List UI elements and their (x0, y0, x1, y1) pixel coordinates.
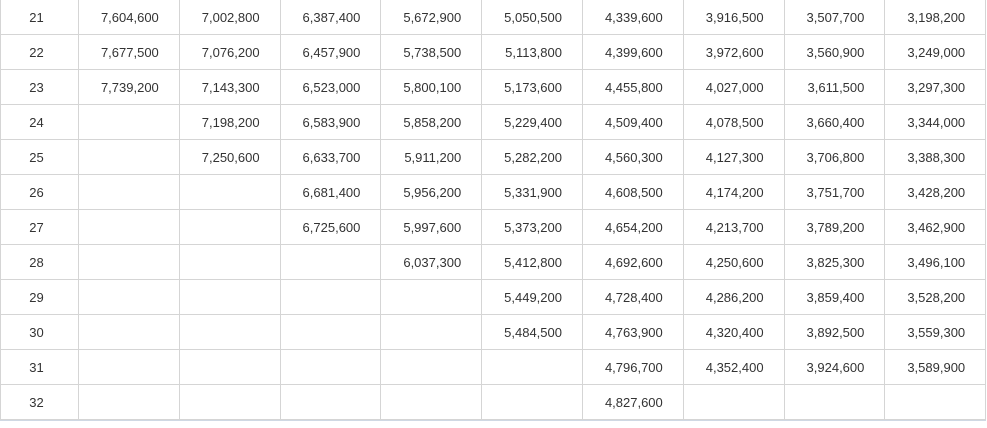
table-cell (179, 350, 280, 385)
table-cell: 7,604,600 (79, 0, 180, 35)
table-cell (79, 245, 180, 280)
table-cell: 4,339,600 (582, 0, 683, 35)
table-cell: 4,796,700 (582, 350, 683, 385)
table-cell: 5,331,900 (482, 175, 583, 210)
table-cell: 5,800,100 (381, 70, 482, 105)
table-cell (79, 350, 180, 385)
table-cell (79, 105, 180, 140)
table-cell (179, 210, 280, 245)
row-index-cell: 29 (1, 280, 79, 315)
table-row (1, 0, 986, 35)
table-cell: 7,677,500 (79, 35, 180, 70)
table-cell: 6,583,900 (280, 105, 381, 140)
table-cell: 4,320,400 (683, 315, 784, 350)
table-cell: 3,706,800 (784, 140, 885, 175)
table-cell: 3,972,600 (683, 35, 784, 70)
table-cell: 3,388,300 (885, 140, 986, 175)
table-row (1, 385, 986, 420)
table-cell (381, 315, 482, 350)
table-cell: 4,250,600 (683, 245, 784, 280)
row-index-cell: 21 (1, 0, 79, 35)
table-row (1, 105, 986, 140)
table-cell: 3,297,300 (885, 70, 986, 105)
table-cell (280, 385, 381, 420)
table-row (1, 175, 986, 210)
row-index-cell: 32 (1, 385, 79, 420)
table-cell: 5,858,200 (381, 105, 482, 140)
table-cell (280, 315, 381, 350)
table-cell (179, 315, 280, 350)
table-cell: 4,174,200 (683, 175, 784, 210)
table-cell: 3,496,100 (885, 245, 986, 280)
table-cell: 3,789,200 (784, 210, 885, 245)
table-cell (79, 175, 180, 210)
table-cell: 3,559,300 (885, 315, 986, 350)
table-cell: 3,528,200 (885, 280, 986, 315)
table-cell: 4,455,800 (582, 70, 683, 105)
row-index-cell: 30 (1, 315, 79, 350)
table-cell: 4,078,500 (683, 105, 784, 140)
table-cell: 3,507,700 (784, 0, 885, 35)
table-cell: 5,050,500 (482, 0, 583, 35)
table-cell: 6,037,300 (381, 245, 482, 280)
table-cell: 3,198,200 (885, 0, 986, 35)
table-cell: 5,412,800 (482, 245, 583, 280)
table-cell: 4,127,300 (683, 140, 784, 175)
table-row (1, 350, 986, 385)
table-cell: 5,282,200 (482, 140, 583, 175)
table-cell (482, 350, 583, 385)
table-cell: 3,660,400 (784, 105, 885, 140)
row-index-cell: 28 (1, 245, 79, 280)
table-cell (179, 280, 280, 315)
table-cell: 3,924,600 (784, 350, 885, 385)
table-cell (179, 175, 280, 210)
table-cell: 4,399,600 (582, 35, 683, 70)
table-cell: 7,250,600 (179, 140, 280, 175)
table-cell: 6,681,400 (280, 175, 381, 210)
table-cell: 3,428,200 (885, 175, 986, 210)
table-cell: 3,751,700 (784, 175, 885, 210)
table-cell: 7,002,800 (179, 0, 280, 35)
table-cell: 4,608,500 (582, 175, 683, 210)
row-index-cell: 26 (1, 175, 79, 210)
table-row (1, 140, 986, 175)
table-row (1, 35, 986, 70)
table-cell: 4,352,400 (683, 350, 784, 385)
table-cell: 5,173,600 (482, 70, 583, 105)
table-cell: 5,672,900 (381, 0, 482, 35)
table-cell: 4,692,600 (582, 245, 683, 280)
table-cell (885, 385, 986, 420)
table-cell: 4,827,600 (582, 385, 683, 420)
row-index-cell: 22 (1, 35, 79, 70)
table-body (1, 0, 986, 420)
table-cell (381, 385, 482, 420)
row-index-cell: 27 (1, 210, 79, 245)
table-cell: 4,213,700 (683, 210, 784, 245)
table-bottom-border (0, 420, 986, 421)
table-cell (79, 385, 180, 420)
table-cell (179, 245, 280, 280)
row-index-cell: 31 (1, 350, 79, 385)
table-cell: 5,373,200 (482, 210, 583, 245)
table-cell: 3,249,000 (885, 35, 986, 70)
table-cell (280, 280, 381, 315)
table-row (1, 315, 986, 350)
table-cell: 3,611,500 (784, 70, 885, 105)
table-cell: 3,560,900 (784, 35, 885, 70)
table-cell (482, 385, 583, 420)
table-cell: 7,143,300 (179, 70, 280, 105)
table-cell (683, 385, 784, 420)
table-row (1, 280, 986, 315)
table-cell: 4,509,400 (582, 105, 683, 140)
table-cell: 4,763,900 (582, 315, 683, 350)
table-cell: 5,997,600 (381, 210, 482, 245)
table-row (1, 245, 986, 280)
row-index-cell: 24 (1, 105, 79, 140)
table-cell: 5,229,400 (482, 105, 583, 140)
table-cell (179, 385, 280, 420)
table-cell: 3,859,400 (784, 280, 885, 315)
table-cell (79, 315, 180, 350)
table-cell: 3,892,500 (784, 315, 885, 350)
table-cell: 6,523,000 (280, 70, 381, 105)
table-cell: 4,286,200 (683, 280, 784, 315)
table-cell: 3,462,900 (885, 210, 986, 245)
table-cell: 7,739,200 (79, 70, 180, 105)
table-cell (280, 350, 381, 385)
table-cell (381, 280, 482, 315)
table-cell: 3,825,300 (784, 245, 885, 280)
table-cell: 6,457,900 (280, 35, 381, 70)
table-cell (79, 210, 180, 245)
table-cell: 4,027,000 (683, 70, 784, 105)
table-cell: 3,344,000 (885, 105, 986, 140)
table-cell (79, 140, 180, 175)
table-cell (280, 245, 381, 280)
table-cell: 5,113,800 (482, 35, 583, 70)
table-cell: 7,198,200 (179, 105, 280, 140)
table-cell: 7,076,200 (179, 35, 280, 70)
table-cell: 4,560,300 (582, 140, 683, 175)
table-cell: 3,589,900 (885, 350, 986, 385)
table-cell: 4,728,400 (582, 280, 683, 315)
table-cell: 5,738,500 (381, 35, 482, 70)
table-row (1, 70, 986, 105)
row-index-cell: 23 (1, 70, 79, 105)
table-cell: 5,484,500 (482, 315, 583, 350)
table-cell: 5,911,200 (381, 140, 482, 175)
row-index-cell: 25 (1, 140, 79, 175)
table-cell: 4,654,200 (582, 210, 683, 245)
table-cell: 3,916,500 (683, 0, 784, 35)
table-cell: 5,449,200 (482, 280, 583, 315)
table-cell (784, 385, 885, 420)
table-cell: 6,387,400 (280, 0, 381, 35)
table-cell: 6,633,700 (280, 140, 381, 175)
table-cell (79, 280, 180, 315)
table-row (1, 210, 986, 245)
table-cell: 6,725,600 (280, 210, 381, 245)
table-cell: 5,956,200 (381, 175, 482, 210)
table-cell (381, 350, 482, 385)
